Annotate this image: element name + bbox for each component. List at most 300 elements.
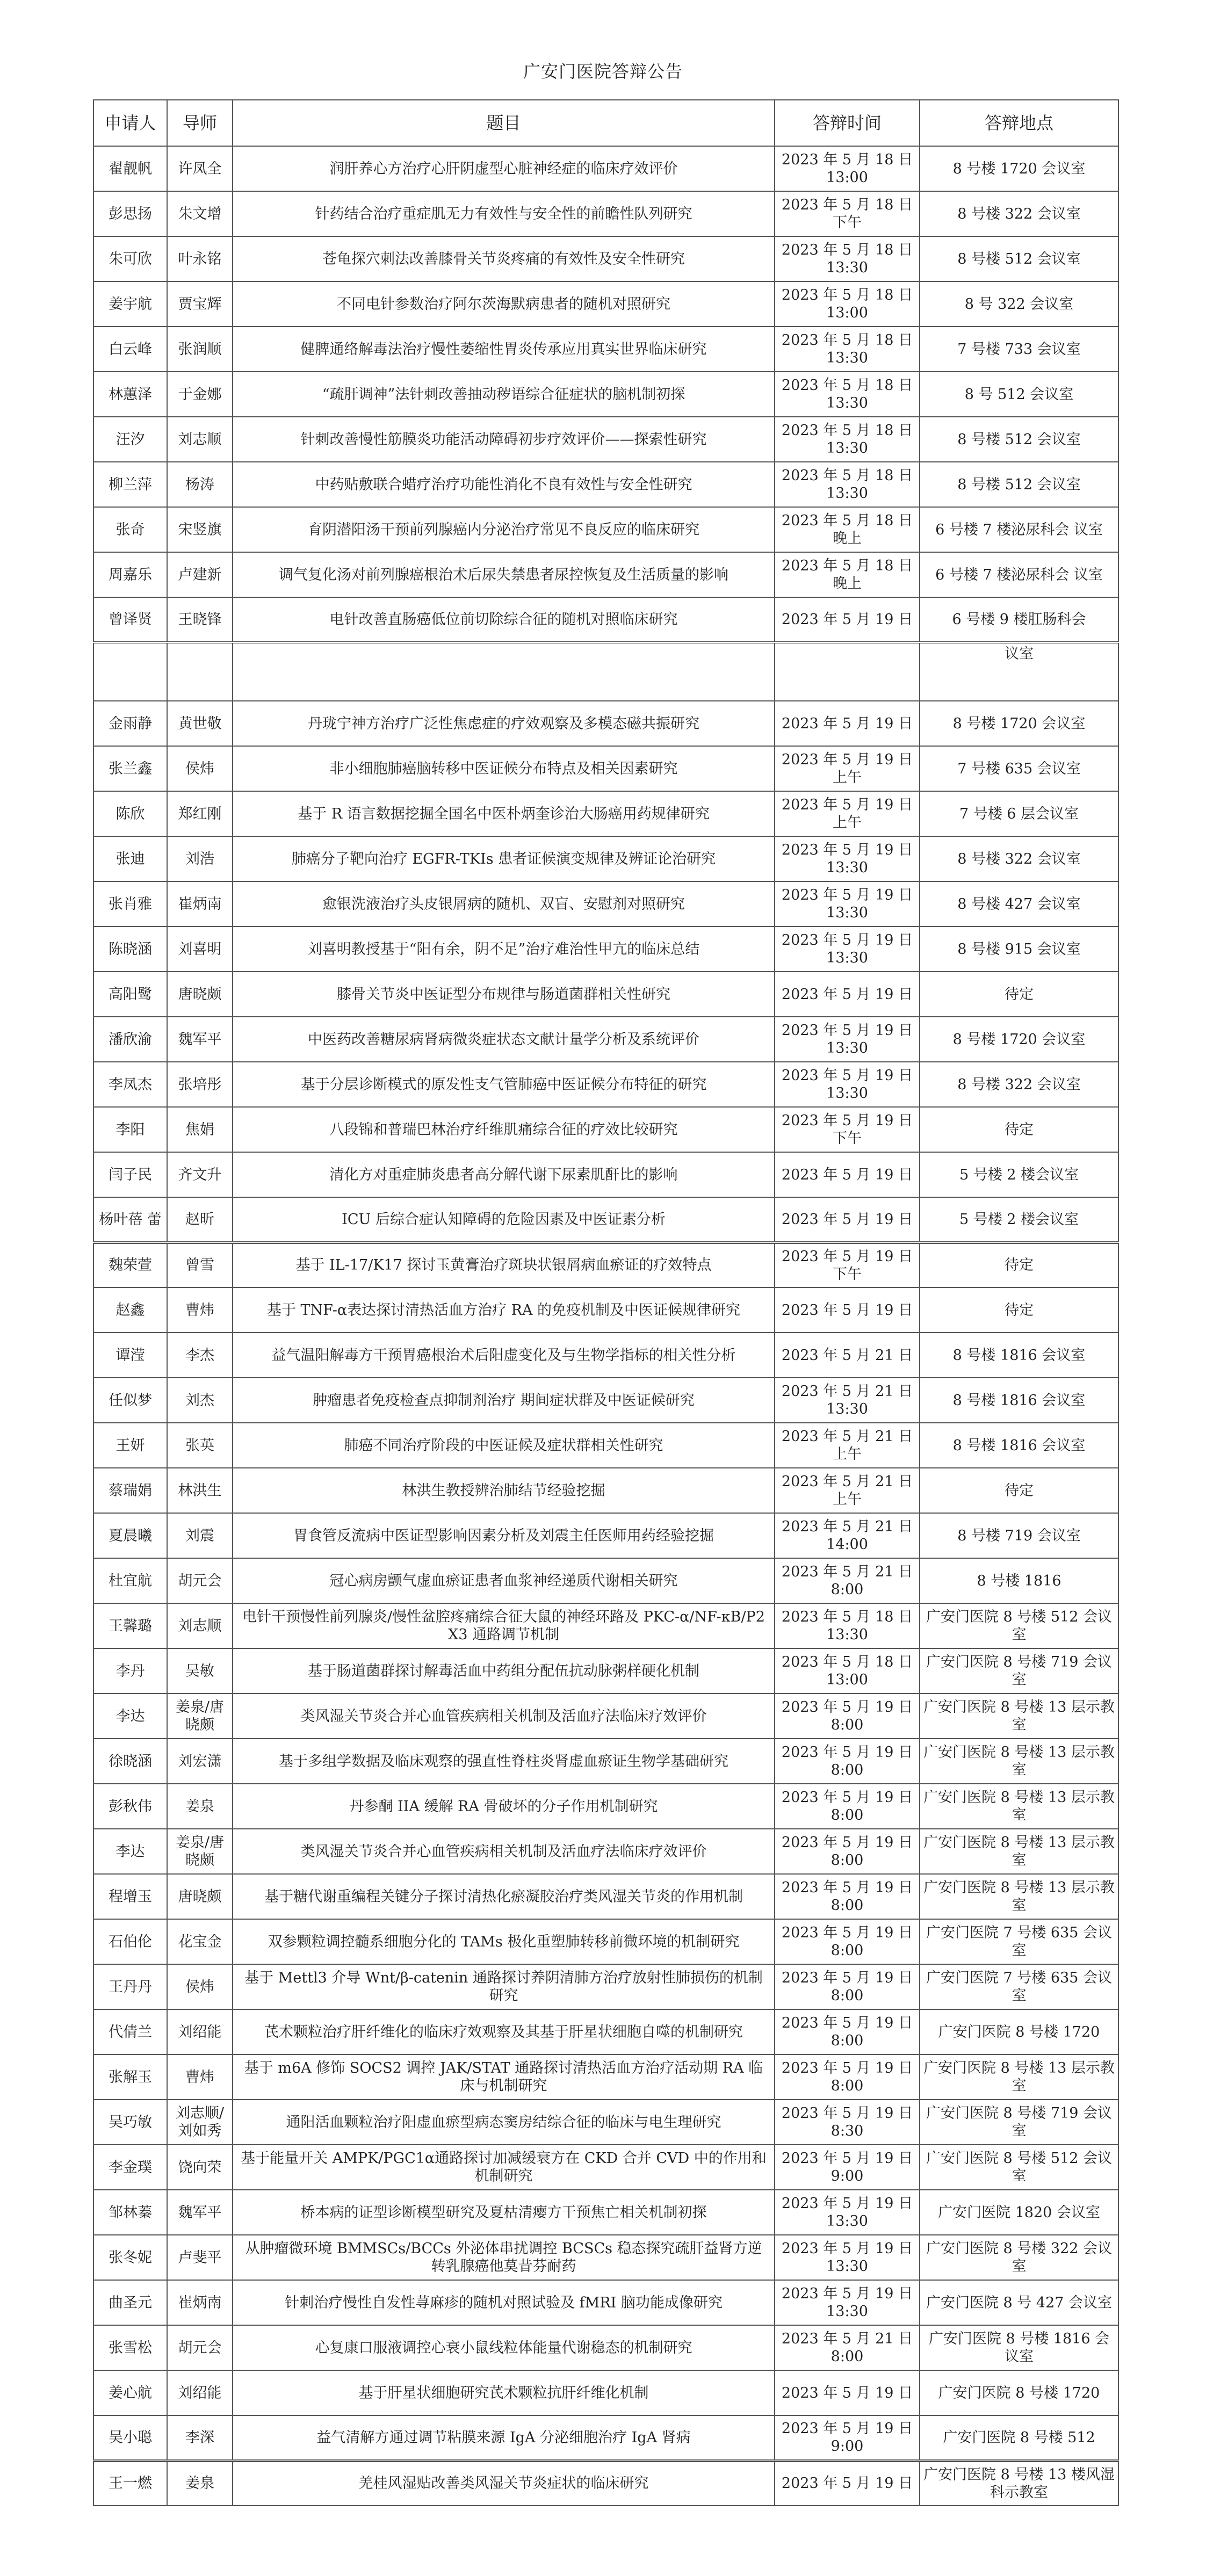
cell-applicant: 魏荣萱 xyxy=(93,1242,167,1287)
cell-location: 广安门医院 7 号楼 635 会议室 xyxy=(920,1964,1118,2009)
cell-topic: 桥本病的证型诊断模型研究及夏枯清瘿方干预焦亡相关机制初探 xyxy=(233,2190,775,2235)
cell-topic: 基于分层诊断模式的原发性支气管肺癌中医证候分布特征的研究 xyxy=(233,1062,775,1107)
table-row xyxy=(93,1287,1118,1333)
table-row xyxy=(93,1694,1118,1739)
header-advisor: 导师 xyxy=(167,100,233,146)
cell-time: 2023 年 5 月 19 日 下午 xyxy=(775,1107,920,1152)
cell-time: 2023 年 5 月 19 日 xyxy=(775,1152,920,1197)
cell-advisor: 杨涛 xyxy=(167,462,233,507)
table-body xyxy=(93,146,1118,2506)
cell-location: 8 号楼 915 会议室 xyxy=(920,927,1118,972)
cell-advisor: 齐文升 xyxy=(167,1152,233,1197)
cell-time: 2023 年 5 月 18 日 晚上 xyxy=(775,507,920,552)
cell-time: 2023 年 5 月 19 日 上午 xyxy=(775,791,920,836)
cell-location: 广安门医院 7 号楼 635 会议室 xyxy=(920,1919,1118,1964)
table-row xyxy=(93,236,1118,281)
cell-topic: 羌桂风湿贴改善类风湿关节炎症状的临床研究 xyxy=(233,2461,775,2506)
cell-applicant: 张兰鑫 xyxy=(93,746,167,791)
cell-applicant: 曲圣元 xyxy=(93,2280,167,2325)
cell-topic: 肺癌不同治疗阶段的中医证候及症状群相关性研究 xyxy=(233,1423,775,1468)
cell-applicant: 陈欣 xyxy=(93,791,167,836)
table-row xyxy=(93,881,1118,927)
cell-location: 待定 xyxy=(920,1468,1118,1513)
table-row xyxy=(93,1874,1118,1919)
cell-advisor: 曹炜 xyxy=(167,1287,233,1333)
cell-location: 8 号楼 512 会议室 xyxy=(920,462,1118,507)
cell-applicant: 夏晨曦 xyxy=(93,1513,167,1558)
cell-time: 2023 年 5 月 19 日 xyxy=(775,972,920,1017)
header-applicant: 申请人 xyxy=(93,100,167,146)
cell-topic: 基于 m6A 修饰 SOCS2 调控 JAK/STAT 通路探讨清热活血方治疗活动期 RA 临床与机制研究 xyxy=(233,2054,775,2100)
defense-schedule-table xyxy=(93,99,1119,2506)
cell-applicant: 李阳 xyxy=(93,1107,167,1152)
cell-time: 2023 年 5 月 19 日 xyxy=(775,1287,920,1333)
cell-applicant: 白云峰 xyxy=(93,327,167,372)
cell-topic: “疏肝调神”法针刺改善抽动秽语综合征症状的脑机制初探 xyxy=(233,372,775,417)
table-row xyxy=(93,507,1118,552)
cell-location: 6 号楼 9 楼肛肠科会 xyxy=(920,597,1118,642)
cell-advisor: 唐晓颇 xyxy=(167,972,233,1017)
cell-applicant: 王馨璐 xyxy=(93,1603,167,1648)
cell-time: 2023 年 5 月 19 日 8:00 xyxy=(775,1919,920,1964)
cell-location: 8 号楼 322 会议室 xyxy=(920,191,1118,236)
cell-applicant: 金雨静 xyxy=(93,701,167,746)
cell-topic: 针刺治疗慢性自发性荨麻疹的随机对照试验及 fMRI 脑功能成像研究 xyxy=(233,2280,775,2325)
cell-topic: 非小细胞肺癌脑转移中医证候分布特点及相关因素研究 xyxy=(233,746,775,791)
cell-advisor: 卢建新 xyxy=(167,552,233,597)
cell-topic: 胃食管反流病中医证型影响因素分析及刘震主任医师用药经验挖掘 xyxy=(233,1513,775,1558)
cell-advisor: 侯炜 xyxy=(167,746,233,791)
cell-topic: 冠心病房颤气虚血瘀证患者血浆神经递质代谢相关研究 xyxy=(233,1558,775,1603)
cell-advisor: 黄世敬 xyxy=(167,701,233,746)
table-row xyxy=(93,372,1118,417)
table-row xyxy=(93,791,1118,836)
cell-location: 广安门医院 8 号楼 512 会议室 xyxy=(920,1603,1118,1648)
cell-topic: 从肿瘤微环境 BMMSCs/BCCs 外泌体串扰调控 BCSCs 稳态探究疏肝益肾方逆转乳腺癌他莫昔芬耐药 xyxy=(233,2235,775,2280)
cell-topic: 刘喜明教授基于“阳有余，阴不足”治疗难治性甲亢的临床总结 xyxy=(233,927,775,972)
cell-topic: 调气复化汤对前列腺癌根治术后尿失禁患者尿控恢复及生活质量的影响 xyxy=(233,552,775,597)
cell-topic: 膝骨关节炎中医证型分布规律与肠道菌群相关性研究 xyxy=(233,972,775,1017)
cell-location: 8 号楼 1720 会议室 xyxy=(920,146,1118,191)
cell-applicant: 彭思扬 xyxy=(93,191,167,236)
cell-time: 2023 年 5 月 21 日 上午 xyxy=(775,1468,920,1513)
cell-advisor: 唐晓颇 xyxy=(167,1874,233,1919)
cell-time: 2023 年 5 月 19 日 xyxy=(775,701,920,746)
cell-advisor: 吴敏 xyxy=(167,1648,233,1694)
cell-topic: 林洪生教授辨治肺结节经验挖掘 xyxy=(233,1468,775,1513)
page-title: 广安门医院答辩公告 xyxy=(523,61,683,82)
cell-location: 广安门医院 8 号楼 13 层示教室 xyxy=(920,2054,1118,2100)
cell-advisor: 朱文增 xyxy=(167,191,233,236)
cell-time: 2023 年 5 月 21 日 14:00 xyxy=(775,1513,920,1558)
table-row xyxy=(93,836,1118,881)
table-header-row xyxy=(93,100,1118,146)
cell-time: 2023 年 5 月 19 日 13:30 xyxy=(775,836,920,881)
cell-time: 2023 年 5 月 19 日 xyxy=(775,2370,920,2415)
cell-applicant: 潘欣渝 xyxy=(93,1017,167,1062)
table-row xyxy=(93,597,1118,642)
cell-time: 2023 年 5 月 18 日 13:30 xyxy=(775,1603,920,1648)
cell-topic: 苍龟探穴刺法改善膝骨关节炎疼痛的有效性及安全性研究 xyxy=(233,236,775,281)
cell-location: 广安门医院 8 号楼 512 会议室 xyxy=(920,2145,1118,2190)
cell-applicant: 翟靓帆 xyxy=(93,146,167,191)
cell-time: 2023 年 5 月 19 日 13:30 xyxy=(775,1062,920,1107)
cell-time: 2023 年 5 月 18 日 13:30 xyxy=(775,417,920,462)
cell-applicant: 周嘉乐 xyxy=(93,552,167,597)
cell-advisor: 姜泉 xyxy=(167,1784,233,1829)
table-row xyxy=(93,2370,1118,2415)
cell-advisor: 胡元会 xyxy=(167,2325,233,2370)
cell-location: 广安门医院 8 号楼 719 会议室 xyxy=(920,2100,1118,2145)
cell-location: 8 号楼 1816 会议室 xyxy=(920,1378,1118,1423)
cell-topic: 类风湿关节炎合并心血管疾病相关机制及活血疗法临床疗效评价 xyxy=(233,1829,775,1874)
cell-applicant: 汪汐 xyxy=(93,417,167,462)
cell-advisor: 卢斐平 xyxy=(167,2235,233,2280)
table-row xyxy=(93,462,1118,507)
cell-time: 2023 年 5 月 19 日 8:00 xyxy=(775,1964,920,2009)
cell-applicant: 彭秋伟 xyxy=(93,1784,167,1829)
cell-applicant: 姜心航 xyxy=(93,2370,167,2415)
cell-location: 8 号楼 512 会议室 xyxy=(920,236,1118,281)
cell-applicant: 吴小聪 xyxy=(93,2415,167,2461)
table-row xyxy=(93,1333,1118,1378)
cell-time: 2023 年 5 月 21 日 8:00 xyxy=(775,2325,920,2370)
table-row xyxy=(93,642,1118,701)
cell-location: 8 号楼 1816 xyxy=(920,1558,1118,1603)
cell-location: 待定 xyxy=(920,1287,1118,1333)
cell-applicant: 任似梦 xyxy=(93,1378,167,1423)
cell-topic: 中医药改善糖尿病肾病微炎症状态文献计量学分析及系统评价 xyxy=(233,1017,775,1062)
cell-topic: 电针改善直肠癌低位前切除综合征的随机对照临床研究 xyxy=(233,597,775,642)
cell-time: 2023 年 5 月 18 日 13:00 xyxy=(775,1648,920,1694)
cell-advisor: 李深 xyxy=(167,2415,233,2461)
cell-location: 广安门医院 8 号楼 1720 xyxy=(920,2370,1118,2415)
cell-location: 待定 xyxy=(920,1242,1118,1287)
cell-location: 广安门医院 8 号楼 1720 xyxy=(920,2009,1118,2054)
cell-topic: 心复康口服液调控心衰小鼠线粒体能量代谢稳态的机制研究 xyxy=(233,2325,775,2370)
table-row xyxy=(93,1017,1118,1062)
table-row xyxy=(93,281,1118,327)
table-row xyxy=(93,2461,1118,2506)
cell-time: 2023 年 5 月 19 日 8:00 xyxy=(775,1829,920,1874)
cell-location: 8 号楼 427 会议室 xyxy=(920,881,1118,927)
cell-applicant: 曾译贤 xyxy=(93,597,167,642)
cell-topic: 基于 IL-17/K17 探讨玉黄膏治疗斑块状银屑病血瘀证的疗效特点 xyxy=(233,1242,775,1287)
cell-applicant: 柳兰萍 xyxy=(93,462,167,507)
table-row xyxy=(93,2280,1118,2325)
cell-time: 2023 年 5 月 19 日 13:30 xyxy=(775,927,920,972)
cell-topic: 类风湿关节炎合并心血管疾病相关机制及活血疗法临床疗效评价 xyxy=(233,1694,775,1739)
header-location: 答辩地点 xyxy=(920,100,1118,146)
cell-topic: 基于多组学数据及临床观察的强直性脊柱炎肾虚血瘀证生物学基础研究 xyxy=(233,1739,775,1784)
cell-applicant: 邹林蓁 xyxy=(93,2190,167,2235)
cell-time: 2023 年 5 月 19 日 上午 xyxy=(775,746,920,791)
cell-advisor: 刘宏潇 xyxy=(167,1739,233,1784)
cell-location: 广安门医院 8 号楼 13 层示教室 xyxy=(920,1829,1118,1874)
cell-topic: 电针干预慢性前列腺炎/慢性盆腔疼痛综合征大鼠的神经环路及 PKC-α/NF-κB/P2X3 通路调节机制 xyxy=(233,1603,775,1648)
table-row xyxy=(93,417,1118,462)
cell-time xyxy=(775,642,920,701)
cell-topic: 通阳活血颗粒治疗阳虚血瘀型病态窦房结综合征的临床与电生理研究 xyxy=(233,2100,775,2145)
cell-time: 2023 年 5 月 19 日 13:30 xyxy=(775,881,920,927)
cell-applicant: 杜宜航 xyxy=(93,1558,167,1603)
cell-topic: ICU 后综合症认知障碍的危险因素及中医证素分析 xyxy=(233,1197,775,1242)
cell-applicant xyxy=(93,642,167,701)
cell-location: 5 号楼 2 楼会议室 xyxy=(920,1152,1118,1197)
cell-time: 2023 年 5 月 19 日 8:00 xyxy=(775,1784,920,1829)
table-row xyxy=(93,1784,1118,1829)
table-row xyxy=(93,1152,1118,1197)
cell-advisor: 姜泉 xyxy=(167,2461,233,2506)
cell-location: 8 号 512 会议室 xyxy=(920,372,1118,417)
cell-time: 2023 年 5 月 19 日 xyxy=(775,1197,920,1242)
cell-time: 2023 年 5 月 18 日 13:30 xyxy=(775,327,920,372)
cell-advisor: 赵昕 xyxy=(167,1197,233,1242)
cell-time: 2023 年 5 月 19 日 8:00 xyxy=(775,1874,920,1919)
cell-advisor: 崔炳南 xyxy=(167,881,233,927)
cell-advisor: 饶向荣 xyxy=(167,2145,233,2190)
cell-applicant: 代倩兰 xyxy=(93,2009,167,2054)
cell-time: 2023 年 5 月 18 日 13:30 xyxy=(775,372,920,417)
cell-advisor: 叶永铭 xyxy=(167,236,233,281)
cell-topic: 益气清解方通过调节粘膜来源 IgA 分泌细胞治疗 IgA 肾病 xyxy=(233,2415,775,2461)
cell-location: 广安门医院 8 号楼 512 xyxy=(920,2415,1118,2461)
cell-time: 2023 年 5 月 21 日 上午 xyxy=(775,1423,920,1468)
table-row xyxy=(93,2190,1118,2235)
cell-location: 待定 xyxy=(920,1107,1118,1152)
cell-advisor: 焦娟 xyxy=(167,1107,233,1152)
cell-topic: 基于 Mettl3 介导 Wnt/β-catenin 通路探讨养阴清肺方治疗放射性肺损伤的机制研究 xyxy=(233,1964,775,2009)
cell-advisor: 许凤全 xyxy=(167,146,233,191)
cell-applicant: 赵鑫 xyxy=(93,1287,167,1333)
cell-advisor: 崔炳南 xyxy=(167,2280,233,2325)
cell-applicant: 李凤杰 xyxy=(93,1062,167,1107)
table-row xyxy=(93,1558,1118,1603)
table-row xyxy=(93,701,1118,746)
cell-topic: 八段锦和普瑞巴林治疗纤维肌痛综合征的疗效比较研究 xyxy=(233,1107,775,1152)
cell-topic: 基于 R 语言数据挖掘全国名中医朴炳奎诊治大肠癌用药规律研究 xyxy=(233,791,775,836)
cell-advisor: 刘浩 xyxy=(167,836,233,881)
table-row xyxy=(93,1423,1118,1468)
cell-topic: 基于肝星状细胞研究芪术颗粒抗肝纤维化机制 xyxy=(233,2370,775,2415)
cell-time: 2023 年 5 月 18 日 下午 xyxy=(775,191,920,236)
cell-applicant: 张雪松 xyxy=(93,2325,167,2370)
cell-advisor: 刘杰 xyxy=(167,1378,233,1423)
cell-advisor: 郑红刚 xyxy=(167,791,233,836)
table-row xyxy=(93,1378,1118,1423)
cell-location: 广安门医院 8 号楼 719 会议室 xyxy=(920,1648,1118,1694)
cell-advisor: 刘震 xyxy=(167,1513,233,1558)
cell-location: 待定 xyxy=(920,972,1118,1017)
cell-time: 2023 年 5 月 19 日 8:00 xyxy=(775,1694,920,1739)
cell-location: 广安门医院 8 号楼 13 层示教室 xyxy=(920,1694,1118,1739)
table-row xyxy=(93,1919,1118,1964)
table-row xyxy=(93,2235,1118,2280)
cell-topic: 益气温阳解毒方干预胃癌根治术后阳虚变化及与生物学指标的相关性分析 xyxy=(233,1333,775,1378)
cell-applicant: 李达 xyxy=(93,1829,167,1874)
table-row xyxy=(93,972,1118,1017)
cell-location: 6 号楼 7 楼泌尿科会 议室 xyxy=(920,552,1118,597)
cell-applicant: 吴巧敏 xyxy=(93,2100,167,2145)
cell-location: 8 号楼 1720 会议室 xyxy=(920,701,1118,746)
cell-topic: 丹参酮 IIA 缓解 RA 骨破坏的分子作用机制研究 xyxy=(233,1784,775,1829)
cell-location: 7 号楼 6 层会议室 xyxy=(920,791,1118,836)
cell-applicant: 石伯伦 xyxy=(93,1919,167,1964)
cell-advisor: 曹炜 xyxy=(167,2054,233,2100)
cell-applicant: 林蕙泽 xyxy=(93,372,167,417)
cell-advisor: 刘绍能 xyxy=(167,2009,233,2054)
cell-applicant: 谭滢 xyxy=(93,1333,167,1378)
cell-topic: 润肝养心方治疗心肝阴虚型心脏神经症的临床疗效评价 xyxy=(233,146,775,191)
cell-applicant: 李丹 xyxy=(93,1648,167,1694)
cell-advisor: 李杰 xyxy=(167,1333,233,1378)
table-row xyxy=(93,191,1118,236)
table-row xyxy=(93,1603,1118,1648)
cell-topic: 针刺改善慢性筋膜炎功能活动障碍初步疗效评价——探索性研究 xyxy=(233,417,775,462)
cell-location: 广安门医院 8 号楼 322 会议室 xyxy=(920,2235,1118,2280)
cell-advisor: 姜泉/唐晓颇 xyxy=(167,1694,233,1739)
cell-location: 8 号楼 1816 会议室 xyxy=(920,1333,1118,1378)
cell-applicant: 王妍 xyxy=(93,1423,167,1468)
cell-location: 8 号楼 719 会议室 xyxy=(920,1513,1118,1558)
cell-advisor: 侯炜 xyxy=(167,1964,233,2009)
table-row xyxy=(93,2415,1118,2461)
cell-topic: 基于肠道菌群探讨解毒活血中药组分配伍抗动脉粥样硬化机制 xyxy=(233,1648,775,1694)
cell-applicant: 杨叶蓓 蕾 xyxy=(93,1197,167,1242)
cell-location: 6 号楼 7 楼泌尿科会 议室 xyxy=(920,507,1118,552)
cell-time: 2023 年 5 月 18 日 13:00 xyxy=(775,146,920,191)
cell-location: 8 号 322 会议室 xyxy=(920,281,1118,327)
cell-advisor: 花宝金 xyxy=(167,1919,233,1964)
cell-advisor: 姜泉/唐晓颇 xyxy=(167,1829,233,1874)
cell-advisor: 胡元会 xyxy=(167,1558,233,1603)
table-row xyxy=(93,746,1118,791)
table-row xyxy=(93,2054,1118,2100)
table-row xyxy=(93,2325,1118,2370)
cell-location: 8 号楼 1816 会议室 xyxy=(920,1423,1118,1468)
cell-applicant: 张解玉 xyxy=(93,2054,167,2100)
cell-applicant: 程增玉 xyxy=(93,1874,167,1919)
cell-location: 广安门医院 8 号 427 会议室 xyxy=(920,2280,1118,2325)
cell-time: 2023 年 5 月 18 日 13:30 xyxy=(775,236,920,281)
cell-applicant: 徐晓涵 xyxy=(93,1739,167,1784)
cell-time: 2023 年 5 月 19 日 8:00 xyxy=(775,1739,920,1784)
cell-location: 7 号楼 733 会议室 xyxy=(920,327,1118,372)
cell-topic: 育阴潜阳汤干预前列腺癌内分泌治疗常见不良反应的临床研究 xyxy=(233,507,775,552)
table-row xyxy=(93,146,1118,191)
table-row xyxy=(93,927,1118,972)
header-topic: 题目 xyxy=(233,100,775,146)
cell-topic: 基于 TNF-α表达探讨清热活血方治疗 RA 的免疫机制及中医证候规律研究 xyxy=(233,1287,775,1333)
cell-applicant: 陈晓涵 xyxy=(93,927,167,972)
cell-advisor: 刘喜明 xyxy=(167,927,233,972)
cell-applicant: 张肖雅 xyxy=(93,881,167,927)
cell-topic: 不同电针参数治疗阿尔茨海默病患者的随机对照研究 xyxy=(233,281,775,327)
table-row xyxy=(93,1739,1118,1784)
cell-advisor xyxy=(167,642,233,701)
cell-location: 5 号楼 2 楼会议室 xyxy=(920,1197,1118,1242)
cell-location: 8 号楼 512 会议室 xyxy=(920,417,1118,462)
cell-topic: 愈银洗液治疗头皮银屑病的随机、双盲、安慰剂对照研究 xyxy=(233,881,775,927)
cell-location: 议室 xyxy=(920,642,1118,701)
table-row xyxy=(93,2009,1118,2054)
cell-location: 8 号楼 322 会议室 xyxy=(920,836,1118,881)
cell-topic: 肺癌分子靶向治疗 EGFR-TKIs 患者证候演变规律及辨证论治研究 xyxy=(233,836,775,881)
table-row xyxy=(93,1829,1118,1874)
cell-advisor: 林洪生 xyxy=(167,1468,233,1513)
cell-time: 2023 年 5 月 19 日 xyxy=(775,597,920,642)
cell-topic: 基于糖代谢重编程关键分子探讨清热化瘀凝胶治疗类风湿关节炎的作用机制 xyxy=(233,1874,775,1919)
table-row xyxy=(93,1648,1118,1694)
cell-time: 2023 年 5 月 18 日 13:30 xyxy=(775,462,920,507)
cell-location: 广安门医院 8 号楼 13 层示教室 xyxy=(920,1739,1118,1784)
cell-advisor: 贾宝辉 xyxy=(167,281,233,327)
cell-topic: 芪术颗粒治疗肝纤维化的临床疗效观察及其基于肝星状细胞自噬的机制研究 xyxy=(233,2009,775,2054)
cell-applicant: 闫子民 xyxy=(93,1152,167,1197)
cell-location: 广安门医院 8 号楼 13 楼风湿科示教室 xyxy=(920,2461,1118,2506)
cell-advisor: 张英 xyxy=(167,1423,233,1468)
cell-applicant: 朱可欣 xyxy=(93,236,167,281)
cell-topic: 中药贴敷联合蜡疗治疗功能性消化不良有效性与安全性研究 xyxy=(233,462,775,507)
cell-time: 2023 年 5 月 18 日 晚上 xyxy=(775,552,920,597)
cell-applicant: 王一燃 xyxy=(93,2461,167,2506)
cell-time: 2023 年 5 月 19 日 9:00 xyxy=(775,2145,920,2190)
cell-time: 2023 年 5 月 19 日 8:00 xyxy=(775,2054,920,2100)
table-row xyxy=(93,1107,1118,1152)
cell-applicant: 张冬妮 xyxy=(93,2235,167,2280)
cell-advisor: 宋竖旗 xyxy=(167,507,233,552)
cell-topic: 丹珑宁神方治疗广泛性焦虑症的疗效观察及多模态磁共振研究 xyxy=(233,701,775,746)
cell-applicant: 高阳鹭 xyxy=(93,972,167,1017)
header-time: 答辩时间 xyxy=(775,100,920,146)
table-row xyxy=(93,1964,1118,2009)
table-row xyxy=(93,1513,1118,1558)
cell-time: 2023 年 5 月 18 日 13:00 xyxy=(775,281,920,327)
cell-topic: 清化方对重症肺炎患者高分解代谢下尿素肌酐比的影响 xyxy=(233,1152,775,1197)
cell-time: 2023 年 5 月 21 日 8:00 xyxy=(775,1558,920,1603)
table-row xyxy=(93,552,1118,597)
table-row xyxy=(93,2100,1118,2145)
table-row xyxy=(93,327,1118,372)
cell-location: 8 号楼 1720 会议室 xyxy=(920,1017,1118,1062)
cell-location: 广安门医院 1820 会议室 xyxy=(920,2190,1118,2235)
cell-advisor: 魏军平 xyxy=(167,1017,233,1062)
cell-applicant: 李金璞 xyxy=(93,2145,167,2190)
cell-applicant: 姜宇航 xyxy=(93,281,167,327)
cell-time: 2023 年 5 月 19 日 13:30 xyxy=(775,1017,920,1062)
cell-advisor: 魏军平 xyxy=(167,2190,233,2235)
cell-time: 2023 年 5 月 19 日 9:00 xyxy=(775,2415,920,2461)
cell-time: 2023 年 5 月 19 日 13:30 xyxy=(775,2235,920,2280)
cell-time: 2023 年 5 月 21 日 13:30 xyxy=(775,1378,920,1423)
cell-applicant: 蔡瑞娟 xyxy=(93,1468,167,1513)
cell-topic xyxy=(233,642,775,701)
cell-advisor: 刘绍能 xyxy=(167,2370,233,2415)
cell-applicant: 李达 xyxy=(93,1694,167,1739)
cell-advisor: 刘志顺 xyxy=(167,1603,233,1648)
cell-topic: 基于能量开关 AMPK/PGC1α通路探讨加减缓衰方在 CKD 合并 CVD 中的作用和机制研究 xyxy=(233,2145,775,2190)
cell-advisor: 刘志顺 xyxy=(167,417,233,462)
cell-topic: 针药结合治疗重症肌无力有效性与安全性的前瞻性队列研究 xyxy=(233,191,775,236)
cell-location: 7 号楼 635 会议室 xyxy=(920,746,1118,791)
cell-applicant: 张迪 xyxy=(93,836,167,881)
cell-advisor: 张培彤 xyxy=(167,1062,233,1107)
cell-applicant: 张奇 xyxy=(93,507,167,552)
table-row xyxy=(93,2145,1118,2190)
cell-advisor: 张润顺 xyxy=(167,327,233,372)
cell-topic: 健脾通络解毒法治疗慢性萎缩性胃炎传承应用真实世界临床研究 xyxy=(233,327,775,372)
cell-location: 广安门医院 8 号楼 13 层示教室 xyxy=(920,1874,1118,1919)
